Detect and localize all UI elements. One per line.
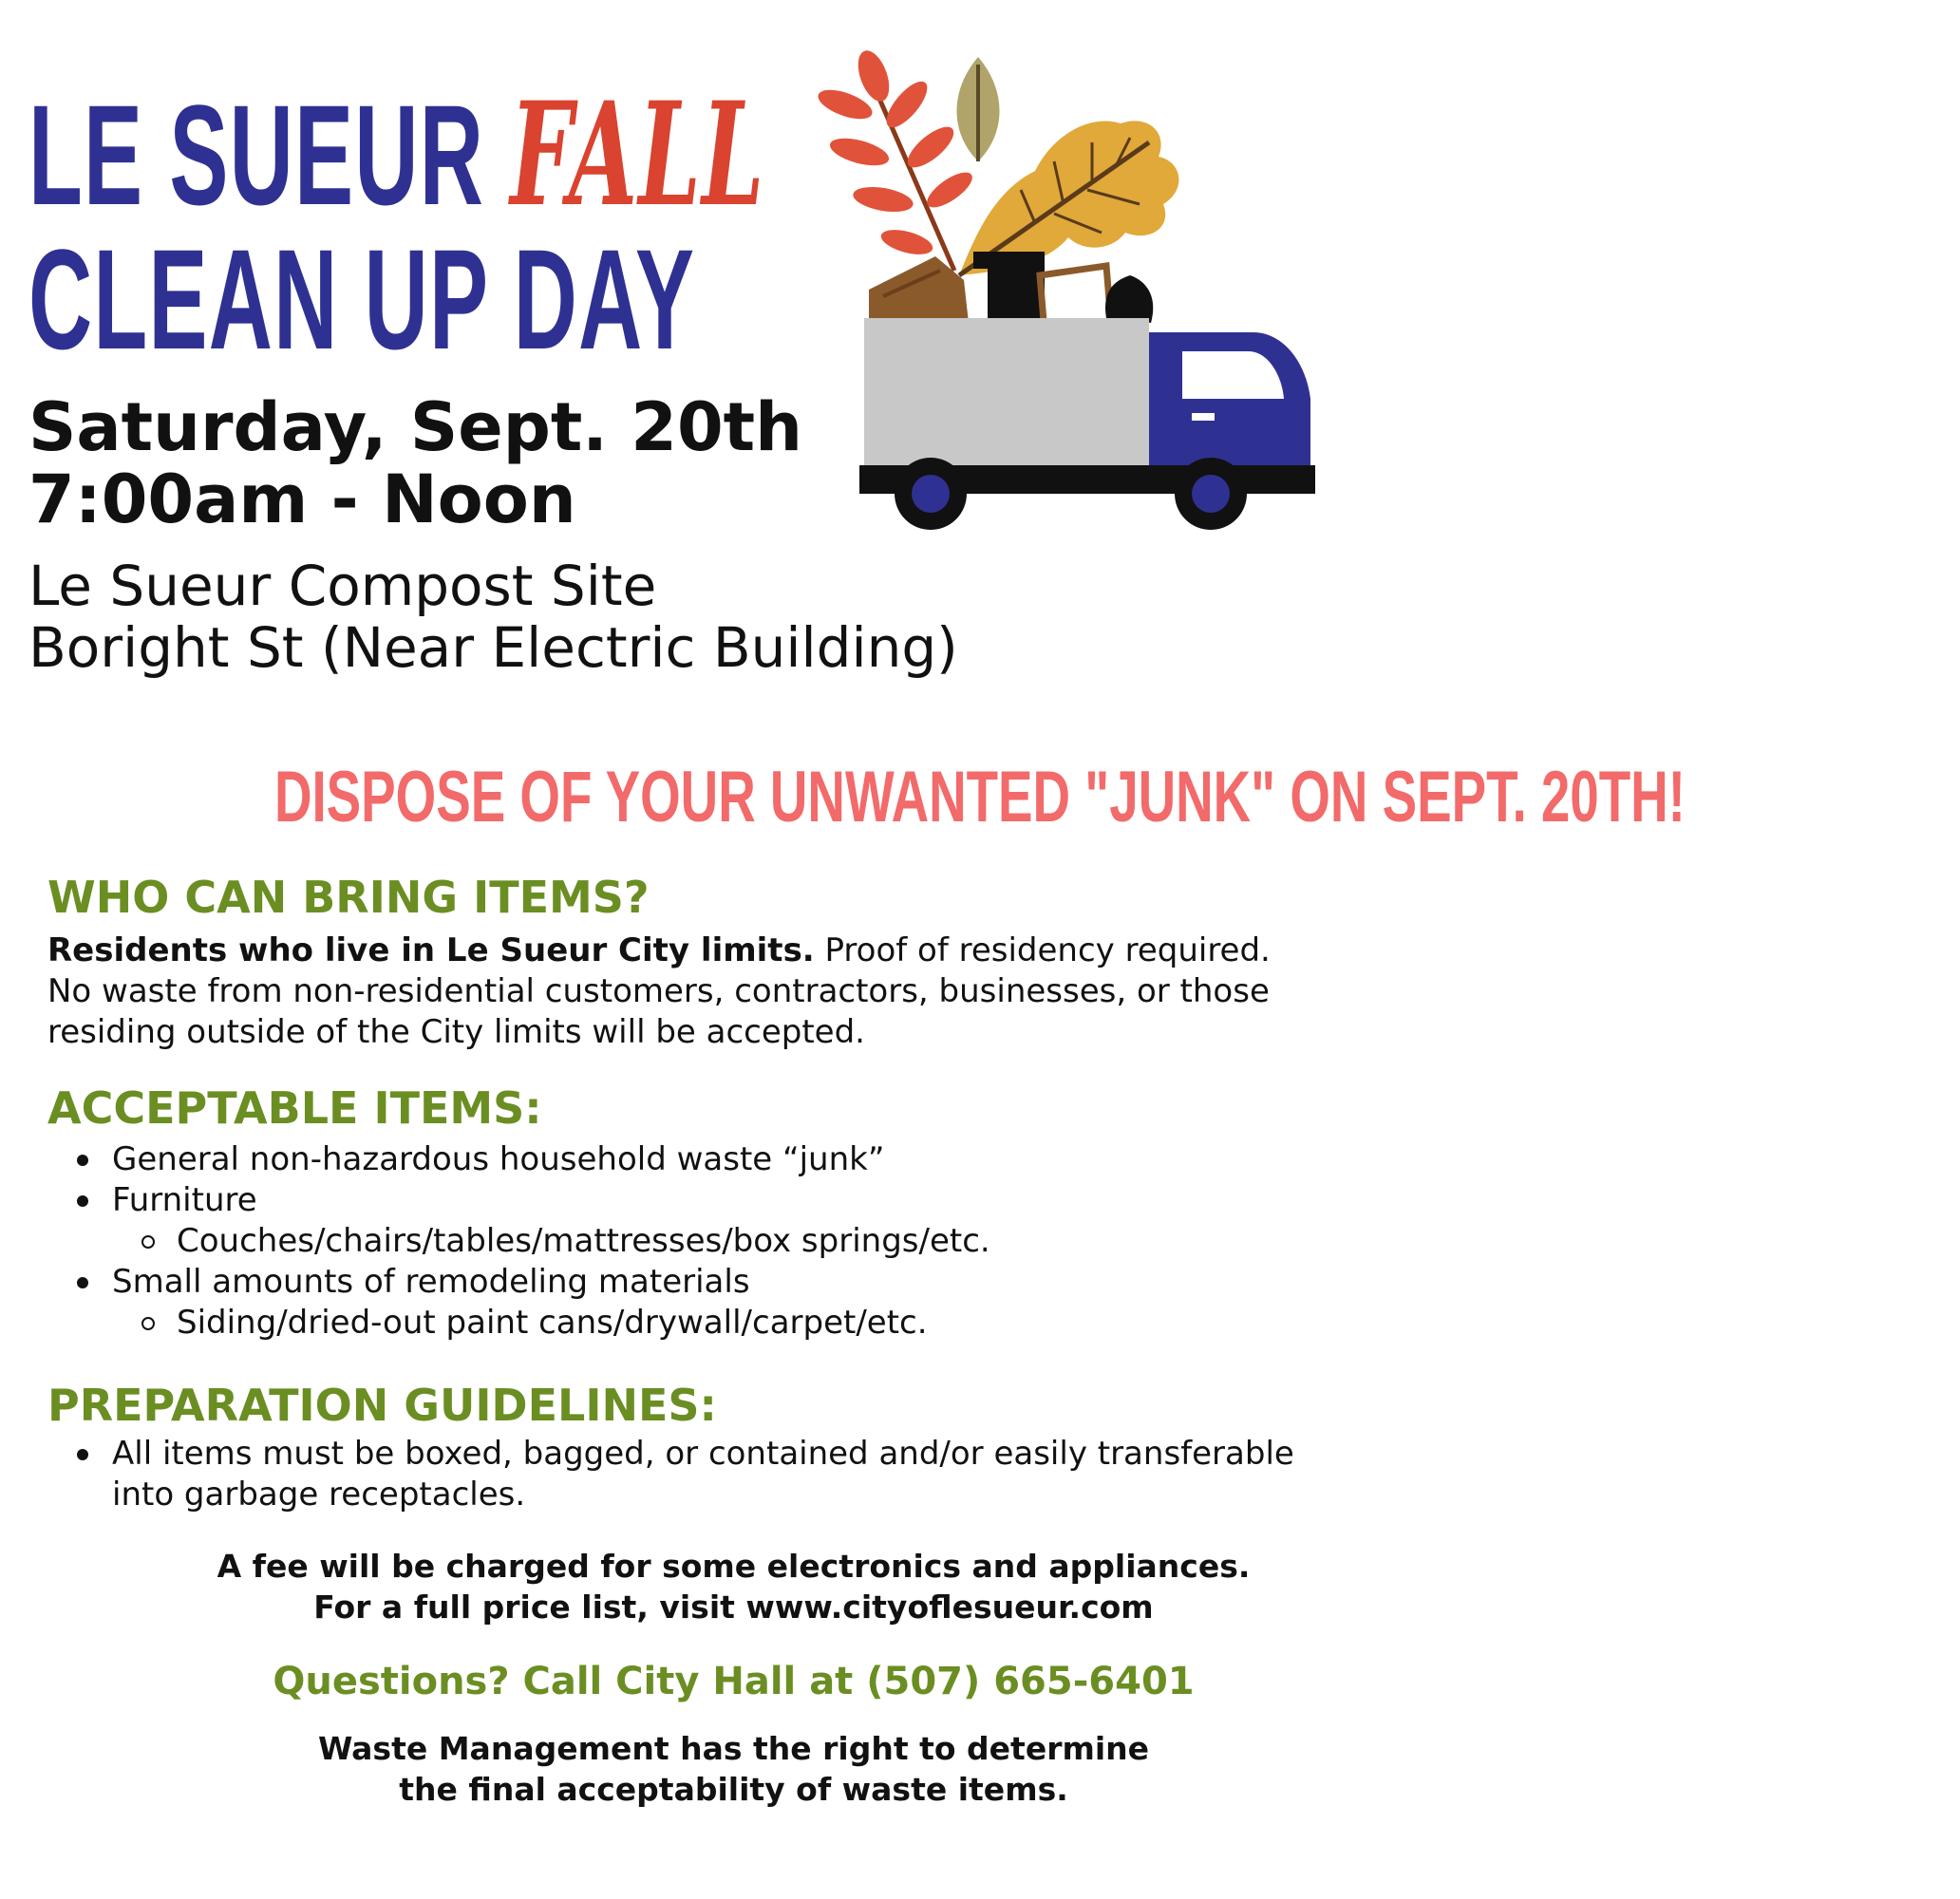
acceptable-heading: ACCEPTABLE ITEMS: [47, 1082, 542, 1134]
list-item [112, 1434, 1294, 1475]
sub-bullet-icon [141, 1317, 155, 1330]
list-item-text: Small amounts of remodeling materials [112, 1263, 750, 1301]
title-fall: FALL [510, 71, 765, 238]
list-item [112, 1262, 750, 1303]
disclaimer-line1: Waste Management has the right to determine [317, 1730, 1150, 1767]
autumn-leaves-icon [815, 47, 1179, 275]
sub-list-item [177, 1303, 928, 1344]
moving-truck-icon [859, 252, 1315, 530]
fee-line2: For a full price list, visit www.cityoflesueur.com [313, 1589, 1154, 1626]
dispose-banner-text: DISPOSE OF YOUR UNWANTED "JUNK" ON SEPT. 20TH! [273, 757, 1686, 837]
dispose-banner [0, 757, 1686, 837]
list-item [112, 1180, 257, 1221]
preparation-heading: PREPARATION GUIDELINES: [47, 1380, 717, 1431]
event-location-street: Boright St (Near Electric Building) [28, 615, 958, 680]
who-heading: WHO CAN BRING ITEMS? [47, 872, 650, 923]
title-line2: CLEAN UP DAY [28, 219, 696, 379]
list-item-text: General non-hazardous household waste “junk” [112, 1140, 885, 1178]
bullet-icon [77, 1277, 88, 1288]
fee-line1: A fee will be charged for some electronics and appliances. [217, 1548, 1251, 1585]
sub-list-item [177, 1221, 990, 1262]
who-line2: No waste from non-residential customers, contractors, businesses, or those [47, 972, 1270, 1010]
title-line1 [28, 71, 765, 238]
event-location-name: Le Sueur Compost Site [28, 554, 657, 618]
list-item-text: Furniture [112, 1181, 257, 1219]
bullet-icon [77, 1449, 88, 1460]
sub-bullet-icon [141, 1235, 155, 1249]
event-time: 7:00am - Noon [28, 461, 576, 538]
event-date: Saturday, Sept. 20th [28, 388, 802, 466]
questions-contact: Questions? Call City Hall at (507) 665-6401 [273, 1660, 1195, 1703]
sub-list-item-text: Couches/chairs/tables/mattresses/box springs/etc. [177, 1222, 990, 1260]
who-line1 [47, 931, 1271, 971]
who-line3: residing outside of the City limits will be accepted. [47, 1013, 865, 1051]
bullet-icon [77, 1155, 88, 1166]
disclaimer-line2: the final acceptability of waste items. [399, 1771, 1068, 1808]
who-bold: Residents who live in Le Sueur City limits. [47, 931, 815, 969]
sub-list-item-text: Siding/dried-out paint cans/drywall/carpet/etc. [177, 1304, 928, 1342]
list-item-text: All items must be boxed, bagged, or contained and/or easily transferable [112, 1435, 1294, 1473]
bullet-icon [77, 1195, 88, 1207]
title-le-sueur: LE SUEUR [28, 75, 511, 235]
who-line1-rest: Proof of residency required. [814, 931, 1271, 969]
truck-illustration [817, 47, 1348, 541]
list-item-continuation: into garbage receptacles. [112, 1476, 526, 1514]
list-item [112, 1139, 884, 1180]
